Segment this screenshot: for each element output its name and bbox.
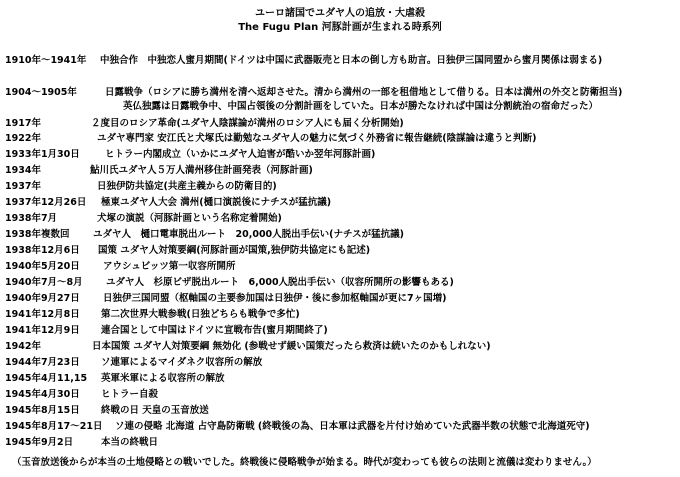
timeline-row [5, 54, 602, 67]
timeline-date: 1945年8月17〜21日 [5, 421, 103, 432]
timeline-text: ２度目のロシア革命(ユダヤ人陰謀論が満州のロシア人にも届く分析開始) [91, 118, 404, 129]
timeline-date: 1945年4月11,15 [5, 373, 88, 384]
timeline-date: 1940年5月20日 [5, 261, 80, 272]
timeline-text: 日独伊三国同盟（枢軸国の主要参加国は日独伊・後に参加枢軸国が更に7ヶ国増) [103, 293, 447, 304]
timeline-row [5, 372, 225, 385]
timeline-date: 1941年12月9日 [5, 325, 80, 336]
document-title: ユーロ諸国でユダヤ人の追放・大虐殺 [255, 8, 425, 19]
timeline-text: ユダヤ専門家 安江氏と犬塚氏は勤勉なユダヤ人の魅力に気づく外務省に報告継続(陰謀論は違うと判断) [97, 133, 537, 144]
timeline-text: ユダヤ人 樋口電車脱出ルート 20,000人脱出手伝い(ナチスが猛抗議) [93, 229, 404, 240]
timeline-text: ソ連の侵略 北海道 占守島防衛戦 (終戦後の為、日本軍は武器を片付け始めていた武器半数の状態で北海道死守) [115, 421, 590, 432]
timeline-row [5, 308, 300, 321]
timeline-date: 1942年 [5, 341, 41, 352]
timeline-text: 鮎川氏ユダヤ人５万人満州移住計画発表（河豚計画) [90, 165, 313, 176]
timeline-row [5, 196, 331, 209]
timeline-date: 1917年 [5, 118, 41, 129]
timeline-date: 1945年9月2日 [5, 437, 74, 448]
timeline-text: 国策 ユダヤ人対策要綱(河豚計画が国策,独伊防共協定にも記述) [98, 245, 371, 256]
timeline-date: 1944年7月23日 [5, 357, 80, 368]
timeline-row [5, 420, 590, 433]
timeline-date: 1937年 [5, 181, 41, 192]
document-subtitle: The Fugu Plan 河豚計画が生まれる時系列 [238, 22, 442, 33]
timeline-row [5, 164, 313, 177]
timeline-row [5, 86, 622, 99]
timeline-text: 英軍米軍による収容所の解放 [101, 373, 225, 384]
timeline-date: 1940年9月27日 [5, 293, 80, 304]
timeline-row [5, 324, 328, 337]
timeline-row [5, 180, 277, 193]
timeline-text: ヒトラー内閣成立（いかにユダヤ人迫害が酷いか翌年河豚計画) [105, 149, 376, 160]
timeline-row [5, 244, 370, 257]
timeline-text: ヒトラー自殺 [101, 389, 159, 400]
timeline-date: 1910年〜1941年 [5, 55, 87, 66]
timeline-row [5, 132, 537, 145]
timeline-text: 英仏独露は日露戦争中、中国占領後の分割計画をしていた。日本が勝たなければ中国は分割統治の宿命だった） [123, 101, 599, 112]
timeline-row [5, 340, 491, 353]
timeline-row [5, 212, 282, 225]
timeline-date: 1938年複数回 [5, 229, 70, 240]
timeline-row [5, 292, 446, 305]
timeline-text: 第二次世界大戦参戦(日独どちらも戦争で多忙) [101, 309, 300, 320]
timeline-row [5, 356, 262, 369]
timeline-text: ユダヤ人 杉原ビザ脱出ルート 6,000人脱出手伝い（収容所開所の影響もある) [106, 277, 454, 288]
timeline-date: 1937年12月26日 [5, 197, 87, 208]
timeline-text: 犬塚の演説（河豚計画という名称定着開始) [97, 213, 282, 224]
timeline-text: 終戦の日 天皇の玉音放送 [101, 405, 209, 416]
timeline-text: ソ連軍によるマイダネク収容所の解放 [101, 357, 263, 368]
timeline-text: アウシュビッツ第一収容所開所 [103, 261, 236, 272]
timeline-date: 1904〜1905年 [5, 87, 77, 98]
timeline-text: 中独合作 中独恋人蜜月期間(ドイツは中国に武器販売と日本の倒し方も助言。日独伊三国同盟から蜜月関係は弱まる) [100, 55, 603, 66]
timeline-row [5, 436, 158, 449]
timeline-text: 日露戦争（ロシアに勝ち満州を清へ返却させた。清から満州の一部を租借地として借りる。日本は満州の外交と防衛担当) [105, 87, 623, 98]
timeline-date: 1938年12月6日 [5, 245, 80, 256]
timeline-date: 1934年 [5, 165, 41, 176]
timeline-row [5, 276, 454, 289]
timeline-row [5, 117, 404, 130]
timeline-text: 連合国として中国はドイツに宣戦布告(蜜月期間終了) [101, 325, 328, 336]
timeline-text: 日独伊防共協定(共産主義からの防衛目的) [97, 181, 277, 192]
timeline-row [5, 148, 375, 161]
timeline-date: 1940年7月〜8月 [5, 277, 83, 288]
timeline-date: 1945年4月30日 [5, 389, 80, 400]
timeline-row [5, 260, 235, 273]
timeline-date: 1938年7月 [5, 213, 58, 224]
timeline-date: 1922年 [5, 133, 41, 144]
timeline-text: 本当の終戦日 [101, 437, 159, 448]
timeline-row [5, 228, 404, 241]
timeline-text: 日本国策 ユダヤ人対策要綱 無効化 (参戦せず緩い国策だったら救済は続いたのかもしれない) [92, 341, 491, 352]
footer-note: （玉音放送後からが本当の土地侵略との戦いでした。終戦後に侵略戦争が始まる。時代が変わっても彼らの法則と流儀は変わりません。） [12, 457, 597, 468]
timeline-row [5, 404, 209, 417]
timeline-text: 極東ユダヤ人大会 満州(樋口演説後にナチスが猛抗議) [101, 197, 332, 208]
timeline-date: 1933年1月30日 [5, 149, 80, 160]
timeline-date: 1945年8月15日 [5, 405, 80, 416]
timeline-date: 1941年12月8日 [5, 309, 80, 320]
timeline-row [5, 388, 158, 401]
timeline-row [5, 100, 598, 113]
